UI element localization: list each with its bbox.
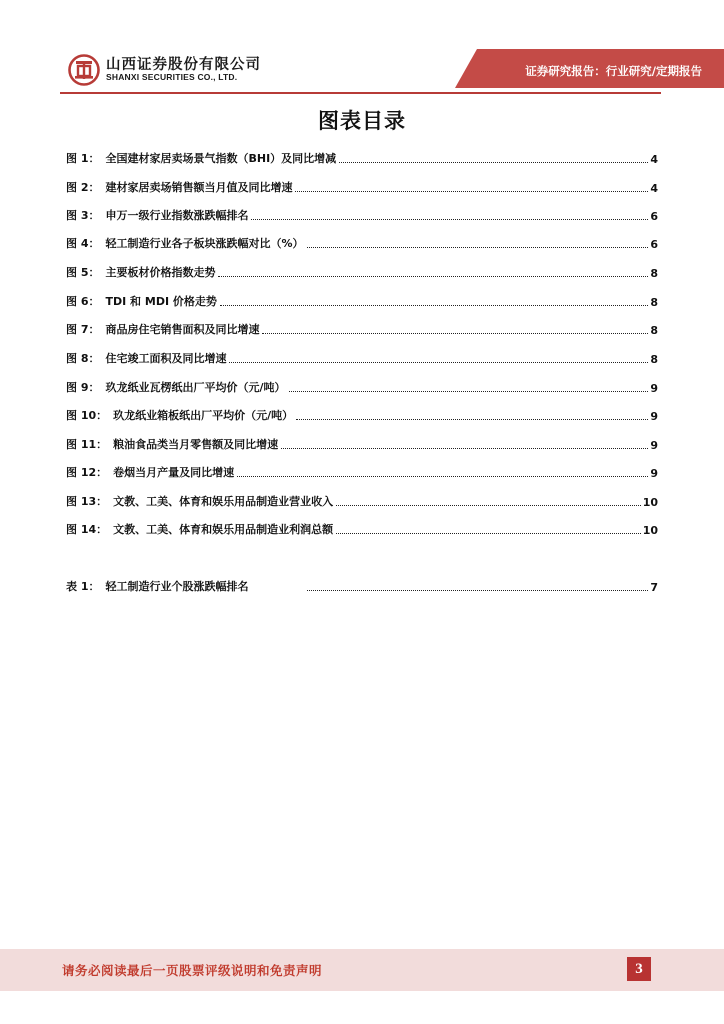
page-header	[0, 0, 724, 100]
dot-leader	[289, 391, 649, 392]
dot-leader	[336, 505, 641, 506]
dot-leader	[229, 362, 648, 363]
toc-entry-page: 6	[650, 210, 658, 223]
toc-entry-figure-10[interactable]	[66, 407, 658, 423]
toc-entry-figure-8[interactable]	[66, 350, 658, 366]
toc-entry-title: 图 5： 主要板材价格指数走势	[66, 266, 216, 279]
toc-entry-page: 7	[650, 581, 658, 594]
dot-leader	[339, 162, 648, 163]
toc-entry-page: 10	[642, 496, 658, 509]
toc-entry-title: 表 1： 轻工制造行业个股涨跌幅排名	[66, 580, 249, 593]
toc-entry-title: 图 2： 建材家居卖场销售额当月值及同比增速	[66, 181, 293, 194]
company-name-cn: 山西证券股份有限公司	[106, 57, 261, 73]
toc-entry-page: 6	[650, 238, 658, 251]
toc-entry-title: 图 8： 住宅竣工面积及同比增速	[66, 352, 227, 365]
page-number: 3	[627, 957, 651, 981]
dot-leader	[296, 419, 648, 420]
toc-entry-figure-14[interactable]	[66, 521, 658, 537]
toc-entry-title: 图 10： 玖龙纸业箱板纸出厂平均价（元/吨）	[66, 409, 294, 422]
dot-leader	[220, 305, 648, 306]
toc-entry-page: 8	[650, 267, 658, 280]
toc-entry-title: 图 6： TDI 和 MDI 价格走势	[66, 295, 217, 308]
dot-leader	[281, 448, 648, 449]
dot-leader	[251, 219, 648, 220]
dot-leader	[218, 276, 648, 277]
dot-leader	[307, 247, 649, 248]
dot-leader	[336, 533, 641, 534]
toc-entry-figure-9[interactable]	[66, 379, 658, 395]
dot-leader	[295, 191, 648, 192]
toc-entry-figure-2[interactable]	[66, 179, 658, 195]
toc-entry-page: 10	[642, 524, 658, 537]
toc-entry-title: 图 13： 文教、工美、体育和娱乐用品制造业营业收入	[66, 495, 334, 508]
page-title: 图表目录	[318, 108, 406, 133]
toc-entry-page: 8	[650, 353, 658, 366]
toc-entry-title: 图 4： 轻工制造行业各子板块涨跌幅对比（%）	[66, 237, 304, 250]
toc-entry-page: 4	[650, 182, 658, 195]
dot-leader	[262, 333, 648, 334]
toc-entry-title: 图 12： 卷烟当月产量及同比增速	[66, 466, 235, 479]
header-divider	[60, 92, 661, 94]
toc-entry-title: 图 1： 全国建材家居卖场景气指数（BHI）及同比增减	[66, 152, 337, 165]
dot-leader	[307, 590, 648, 591]
toc-entry-page: 8	[650, 324, 658, 337]
toc-entry-title: 图 11： 粮油食品类当月零售额及同比增速	[66, 438, 279, 451]
toc-entry-page: 9	[650, 382, 658, 395]
disclaimer-notice: 请务必阅读最后一页股票评级说明和免责声明	[62, 963, 323, 978]
toc-entry-title: 图 7： 商品房住宅销售面积及同比增速	[66, 323, 260, 336]
toc-entry-page: 9	[650, 467, 658, 480]
company-name-en: SHANXI SECURITIES CO., LTD.	[106, 72, 238, 82]
toc-entry-title: 图 9： 玖龙纸业瓦楞纸出厂平均价（元/吨）	[66, 381, 286, 394]
toc-entry-page: 4	[650, 153, 658, 166]
toc-entry-table-1[interactable]	[66, 578, 658, 594]
toc-entry-figure-6[interactable]	[66, 293, 658, 309]
toc-entry-page: 9	[650, 410, 658, 423]
toc-entry-figure-13[interactable]	[66, 493, 658, 509]
toc-entry-figure-4[interactable]	[66, 235, 658, 251]
company-logo-icon	[68, 54, 100, 86]
toc-entry-figure-1[interactable]	[66, 150, 658, 166]
toc-entry-figure-3[interactable]	[66, 207, 658, 223]
toc-entry-figure-12[interactable]	[66, 464, 658, 480]
toc-entry-figure-5[interactable]	[66, 264, 658, 280]
toc-entry-title: 图 14： 文教、工美、体育和娱乐用品制造业利润总额	[66, 523, 334, 536]
toc-entry-figure-11[interactable]	[66, 436, 658, 452]
dot-leader	[237, 476, 648, 477]
toc-entry-figure-7[interactable]	[66, 321, 658, 337]
toc-entry-page: 8	[650, 296, 658, 309]
toc-entry-title: 图 3： 申万一级行业指数涨跌幅排名	[66, 209, 249, 222]
report-type-label: 证券研究报告：行业研究/定期报告	[525, 64, 702, 78]
toc-entry-page: 9	[650, 439, 658, 452]
